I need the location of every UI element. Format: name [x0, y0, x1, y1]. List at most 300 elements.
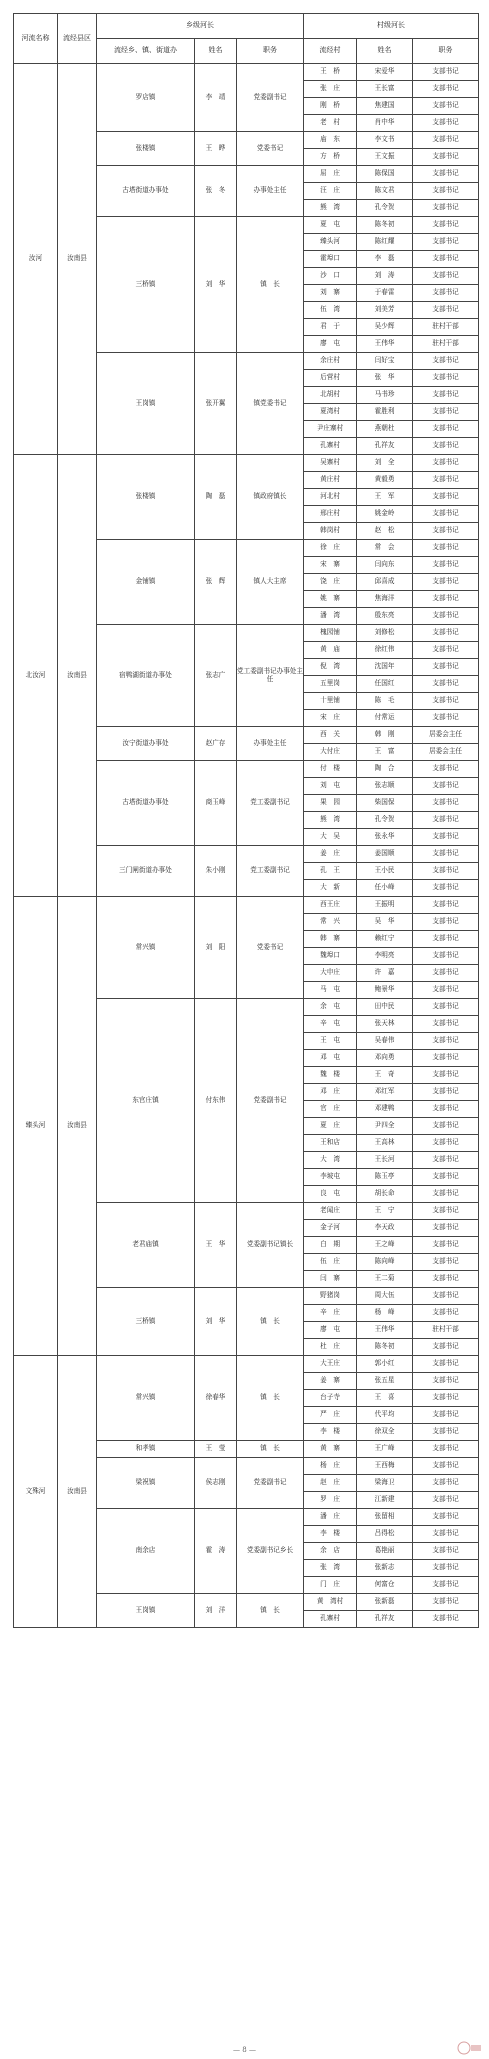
village-cell: 孔寨村 — [304, 438, 357, 455]
village-cell: 良 屯 — [304, 1186, 357, 1203]
village-leader-cell: 张永华 — [357, 829, 413, 846]
village-cell: 五里岗 — [304, 676, 357, 693]
village-position-cell: 支部书记 — [413, 1509, 479, 1526]
town-cell: 三桥镇 — [97, 217, 195, 353]
village-cell: 李 楼 — [304, 1424, 357, 1441]
village-cell: 尹庄寨村 — [304, 421, 357, 438]
village-position-cell: 支部书记 — [413, 1271, 479, 1288]
village-leader-cell: 吴春伟 — [357, 1033, 413, 1050]
village-position-cell: 支部书记 — [413, 1475, 479, 1492]
village-cell: 潘 湾 — [304, 608, 357, 625]
village-position-cell: 支部书记 — [413, 659, 479, 676]
village-position-cell: 支部书记 — [413, 1339, 479, 1356]
village-position-cell: 支部书记 — [413, 234, 479, 251]
village-leader-cell: 殷东亮 — [357, 608, 413, 625]
town-leader-cell: 朱小刚 — [195, 846, 237, 897]
header-river: 河流名称 — [14, 14, 58, 64]
village-position-cell: 支部书记 — [413, 1067, 479, 1084]
village-cell: 廖 屯 — [304, 1322, 357, 1339]
village-cell: 余 店 — [304, 1543, 357, 1560]
town-cell: 金铺镇 — [97, 540, 195, 625]
village-position-cell: 支部书记 — [413, 897, 479, 914]
village-position-cell: 支部书记 — [413, 1101, 479, 1118]
village-cell: 伍 湾 — [304, 302, 357, 319]
village-cell: 马 屯 — [304, 982, 357, 999]
header-village: 流经村 — [304, 39, 357, 64]
village-leader-cell: 张志顺 — [357, 778, 413, 795]
village-position-cell: 驻村干部 — [413, 1322, 479, 1339]
town-position-cell: 党工委副书记办事处主任 — [237, 625, 304, 727]
town-position-cell: 党工委副书记 — [237, 761, 304, 846]
village-cell: 槐园铺 — [304, 625, 357, 642]
village-cell: 后营村 — [304, 370, 357, 387]
town-leader-cell: 王 莹 — [195, 1441, 237, 1458]
village-leader-cell: 沈国年 — [357, 659, 413, 676]
village-position-cell: 支部书记 — [413, 931, 479, 948]
village-leader-cell: 张留相 — [357, 1509, 413, 1526]
village-cell: 辛 庄 — [304, 1305, 357, 1322]
village-position-cell: 支部书记 — [413, 608, 479, 625]
village-cell: 刚 桥 — [304, 98, 357, 115]
county-cell: 汝南县 — [58, 64, 97, 455]
village-leader-cell: 柴国保 — [357, 795, 413, 812]
village-cell: 白 期 — [304, 1237, 357, 1254]
village-position-cell: 支部书记 — [413, 455, 479, 472]
town-leader-cell: 刘 华 — [195, 1288, 237, 1356]
village-position-cell: 支部书记 — [413, 1543, 479, 1560]
village-leader-cell: 葛艳丽 — [357, 1543, 413, 1560]
village-leader-cell: 于春雷 — [357, 285, 413, 302]
header-leader-position: 职务 — [237, 39, 304, 64]
village-cell: 邢庄村 — [304, 506, 357, 523]
town-position-cell: 镇 长 — [237, 1288, 304, 1356]
village-cell: 沙 口 — [304, 268, 357, 285]
village-leader-cell: 付常运 — [357, 710, 413, 727]
village-leader-cell: 韩 刚 — [357, 727, 413, 744]
village-cell: 张 湾 — [304, 1560, 357, 1577]
village-position-cell: 支部书记 — [413, 1084, 479, 1101]
town-position-cell: 镇政府镇长 — [237, 455, 304, 540]
village-leader-cell: 陈玉亭 — [357, 1169, 413, 1186]
town-leader-cell: 刘 华 — [195, 217, 237, 353]
village-cell: 北胡村 — [304, 387, 357, 404]
town-cell: 三桥镇 — [97, 1288, 195, 1356]
village-position-cell: 支部书记 — [413, 999, 479, 1016]
village-cell: 韩 寨 — [304, 931, 357, 948]
table-body — [14, 64, 479, 1628]
table-row — [14, 897, 479, 914]
town-leader-cell: 张 冬 — [195, 166, 237, 217]
town-leader-cell: 张开翼 — [195, 353, 237, 455]
village-cell: 大王庄 — [304, 1356, 357, 1373]
county-cell: 汝南县 — [58, 455, 97, 897]
village-leader-cell: 刘修松 — [357, 625, 413, 642]
river-name-cell: 文殊河 — [14, 1356, 58, 1628]
village-leader-cell: 邱喜成 — [357, 574, 413, 591]
village-leader-cell: 刘 涛 — [357, 268, 413, 285]
watermark-logo — [457, 2041, 483, 2055]
village-position-cell: 支部书记 — [413, 557, 479, 574]
village-position-cell: 支部书记 — [413, 965, 479, 982]
village-leader-cell: 陈 毛 — [357, 693, 413, 710]
village-position-cell: 支部书记 — [413, 829, 479, 846]
town-leader-cell: 商玉峰 — [195, 761, 237, 846]
village-cell: 黄 寨 — [304, 1441, 357, 1458]
header-village-position: 职务 — [413, 39, 479, 64]
village-cell: 吴寨村 — [304, 455, 357, 472]
village-leader-cell: 陈文君 — [357, 183, 413, 200]
town-position-cell: 镇党委书记 — [237, 353, 304, 455]
village-cell: 汪 庄 — [304, 183, 357, 200]
village-cell: 伍 庄 — [304, 1254, 357, 1271]
village-cell: 大申庄 — [304, 965, 357, 982]
village-position-cell: 支部书记 — [413, 1254, 479, 1271]
village-leader-cell: 尹四全 — [357, 1118, 413, 1135]
village-cell: 十里铺 — [304, 693, 357, 710]
village-leader-cell: 田中民 — [357, 999, 413, 1016]
village-position-cell: 居委会主任 — [413, 727, 479, 744]
village-leader-cell: 王之峰 — [357, 1237, 413, 1254]
village-position-cell: 支部书记 — [413, 1016, 479, 1033]
village-leader-cell: 鲍景华 — [357, 982, 413, 999]
village-leader-cell: 吕得松 — [357, 1526, 413, 1543]
village-cell: 庙 东 — [304, 132, 357, 149]
town-position-cell: 党工委副书记 — [237, 846, 304, 897]
village-position-cell: 支部书记 — [413, 1186, 479, 1203]
village-position-cell: 支部书记 — [413, 812, 479, 829]
village-position-cell: 支部书记 — [413, 880, 479, 897]
village-cell: 杨 庄 — [304, 1458, 357, 1475]
village-cell: 西 关 — [304, 727, 357, 744]
village-position-cell: 支部书记 — [413, 1050, 479, 1067]
town-cell: 张楼镇 — [97, 132, 195, 166]
village-position-cell: 支部书记 — [413, 200, 479, 217]
village-cell: 赵 庄 — [304, 1475, 357, 1492]
page-number: — 8 — — [233, 2046, 256, 2054]
village-leader-cell: 王伟华 — [357, 336, 413, 353]
village-cell: 臻头河 — [304, 234, 357, 251]
town-cell: 汝宁街道办事处 — [97, 727, 195, 761]
village-leader-cell: 焦海洋 — [357, 591, 413, 608]
village-leader-cell: 陈冬初 — [357, 217, 413, 234]
village-position-cell: 支部书记 — [413, 1203, 479, 1220]
village-position-cell: 支部书记 — [413, 1594, 479, 1611]
village-cell: 金子河 — [304, 1220, 357, 1237]
village-leader-cell: 郭小红 — [357, 1356, 413, 1373]
village-position-cell: 居委会主任 — [413, 744, 479, 761]
village-position-cell: 支部书记 — [413, 370, 479, 387]
town-leader-cell: 张 辉 — [195, 540, 237, 625]
village-cell: 霍埠口 — [304, 251, 357, 268]
village-cell: 方 桥 — [304, 149, 357, 166]
village-leader-cell: 姚金岭 — [357, 506, 413, 523]
village-position-cell: 支部书记 — [413, 761, 479, 778]
village-leader-cell: 王 喜 — [357, 1390, 413, 1407]
village-leader-cell: 王西梅 — [357, 1458, 413, 1475]
county-cell: 汝南县 — [58, 1356, 97, 1628]
village-position-cell: 支部书记 — [413, 778, 479, 795]
village-position-cell: 支部书记 — [413, 863, 479, 880]
village-cell: 刘 寨 — [304, 285, 357, 302]
town-cell: 三门闸街道办事处 — [97, 846, 195, 897]
village-position-cell: 支部书记 — [413, 1169, 479, 1186]
village-cell: 杜 庄 — [304, 1339, 357, 1356]
village-leader-cell: 赖红宁 — [357, 931, 413, 948]
header-leader-name: 姓名 — [195, 39, 237, 64]
village-position-cell: 支部书记 — [413, 710, 479, 727]
village-position-cell: 支部书记 — [413, 523, 479, 540]
village-leader-cell: 张五星 — [357, 1373, 413, 1390]
village-position-cell: 支部书记 — [413, 676, 479, 693]
village-position-cell: 支部书记 — [413, 183, 479, 200]
village-cell: 辛 屯 — [304, 1016, 357, 1033]
village-cell: 屈 庄 — [304, 166, 357, 183]
village-position-cell: 驻村干部 — [413, 336, 479, 353]
village-cell: 大 新 — [304, 880, 357, 897]
village-position-cell: 支部书记 — [413, 1237, 479, 1254]
town-position-cell: 镇 长 — [237, 1356, 304, 1441]
village-cell: 潘 庄 — [304, 1509, 357, 1526]
river-name-cell: 臻头河 — [14, 897, 58, 1356]
village-leader-cell: 王伟华 — [357, 1322, 413, 1339]
town-leader-cell: 刘 阳 — [195, 897, 237, 999]
village-cell: 闫 寨 — [304, 1271, 357, 1288]
village-leader-cell: 王广峰 — [357, 1441, 413, 1458]
village-cell: 君 于 — [304, 319, 357, 336]
village-leader-cell: 陈保国 — [357, 166, 413, 183]
village-leader-cell: 马书珍 — [357, 387, 413, 404]
village-position-cell: 支部书记 — [413, 81, 479, 98]
village-cell: 韩岗村 — [304, 523, 357, 540]
town-position-cell: 党委书记 — [237, 132, 304, 166]
village-leader-cell: 焦建国 — [357, 98, 413, 115]
village-cell: 熊 湾 — [304, 200, 357, 217]
town-cell: 常兴镇 — [97, 897, 195, 999]
village-leader-cell: 闫向东 — [357, 557, 413, 574]
village-leader-cell: 张新磊 — [357, 1594, 413, 1611]
village-leader-cell: 张天林 — [357, 1016, 413, 1033]
village-leader-cell: 孔令贺 — [357, 200, 413, 217]
village-leader-cell: 陈向峰 — [357, 1254, 413, 1271]
village-position-cell: 支部书记 — [413, 574, 479, 591]
village-cell: 黄 庙 — [304, 642, 357, 659]
town-position-cell: 党委副书记 — [237, 64, 304, 132]
table-row — [14, 1356, 479, 1373]
village-leader-cell: 邓向勇 — [357, 1050, 413, 1067]
village-position-cell: 支部书记 — [413, 1407, 479, 1424]
village-position-cell: 支部书记 — [413, 353, 479, 370]
village-cell: 罗 庄 — [304, 1492, 357, 1509]
village-position-cell: 支部书记 — [413, 64, 479, 81]
village-cell: 徐 庄 — [304, 540, 357, 557]
town-position-cell: 办事处主任 — [237, 727, 304, 761]
village-leader-cell: 杨 峰 — [357, 1305, 413, 1322]
village-leader-cell: 何富仓 — [357, 1577, 413, 1594]
town-position-cell: 党委书记 — [237, 897, 304, 999]
village-cell: 邓 屯 — [304, 1050, 357, 1067]
village-cell: 王 屯 — [304, 1033, 357, 1050]
village-leader-cell: 王振明 — [357, 897, 413, 914]
village-cell: 夏 庄 — [304, 1118, 357, 1135]
village-leader-cell: 王二菊 — [357, 1271, 413, 1288]
village-position-cell: 支部书记 — [413, 489, 479, 506]
village-leader-cell: 代平均 — [357, 1407, 413, 1424]
village-cell: 饶 庄 — [304, 574, 357, 591]
village-cell: 官 庄 — [304, 1101, 357, 1118]
village-leader-cell: 刘美芳 — [357, 302, 413, 319]
village-position-cell: 支部书记 — [413, 1305, 479, 1322]
village-cell: 付 楼 — [304, 761, 357, 778]
village-cell: 魏埠口 — [304, 948, 357, 965]
village-position-cell: 支部书记 — [413, 1424, 479, 1441]
village-leader-cell: 王小民 — [357, 863, 413, 880]
village-position-cell: 支部书记 — [413, 1033, 479, 1050]
village-position-cell: 支部书记 — [413, 625, 479, 642]
village-cell: 孔寨村 — [304, 1611, 357, 1628]
village-leader-cell: 邓红军 — [357, 1084, 413, 1101]
town-leader-cell: 张志广 — [195, 625, 237, 727]
town-cell: 罗店镇 — [97, 64, 195, 132]
village-leader-cell: 陈红耀 — [357, 234, 413, 251]
village-cell: 邓 庄 — [304, 1084, 357, 1101]
village-cell: 夏湾村 — [304, 404, 357, 421]
village-leader-cell: 吴少辉 — [357, 319, 413, 336]
village-cell: 李 楼 — [304, 1526, 357, 1543]
village-cell: 果 园 — [304, 795, 357, 812]
village-cell: 西王庄 — [304, 897, 357, 914]
village-position-cell: 支部书记 — [413, 1526, 479, 1543]
village-position-cell: 支部书记 — [413, 1288, 479, 1305]
village-cell: 王 桥 — [304, 64, 357, 81]
village-leader-cell: 王高林 — [357, 1135, 413, 1152]
village-cell: 姜 庄 — [304, 846, 357, 863]
village-leader-cell: 孔令贺 — [357, 812, 413, 829]
village-position-cell: 支部书记 — [413, 914, 479, 931]
village-cell: 野猪岗 — [304, 1288, 357, 1305]
village-position-cell: 支部书记 — [413, 302, 479, 319]
header-village-group: 村级河长 — [304, 14, 479, 39]
village-position-cell: 支部书记 — [413, 1560, 479, 1577]
village-leader-cell: 江新建 — [357, 1492, 413, 1509]
town-cell: 宿鸭湖街道办事处 — [97, 625, 195, 727]
village-leader-cell: 孔祥友 — [357, 438, 413, 455]
village-leader-cell: 刘 全 — [357, 455, 413, 472]
town-leader-cell: 刘 洋 — [195, 1594, 237, 1628]
town-cell: 古塔街道办事处 — [97, 761, 195, 846]
village-position-cell: 支部书记 — [413, 1441, 479, 1458]
village-position-cell: 支部书记 — [413, 251, 479, 268]
town-position-cell: 镇 长 — [237, 217, 304, 353]
village-position-cell: 支部书记 — [413, 404, 479, 421]
village-leader-cell: 任国红 — [357, 676, 413, 693]
header-town-name: 流经乡、镇、街道办 — [97, 39, 195, 64]
town-leader-cell: 赵广存 — [195, 727, 237, 761]
village-leader-cell: 陶 合 — [357, 761, 413, 778]
village-position-cell: 支部书记 — [413, 98, 479, 115]
village-leader-cell: 王 奇 — [357, 1067, 413, 1084]
village-position-cell: 支部书记 — [413, 1135, 479, 1152]
village-cell: 姜 寨 — [304, 1373, 357, 1390]
river-chief-table — [13, 13, 479, 1628]
village-leader-cell: 常 会 — [357, 540, 413, 557]
river-name-cell: 北汝河 — [14, 455, 58, 897]
village-leader-cell: 姜国顺 — [357, 846, 413, 863]
village-leader-cell: 陈冬初 — [357, 1339, 413, 1356]
village-leader-cell: 王文振 — [357, 149, 413, 166]
village-cell: 大付庄 — [304, 744, 357, 761]
table-row — [14, 64, 479, 81]
village-leader-cell: 周大伍 — [357, 1288, 413, 1305]
village-position-cell: 支部书记 — [413, 1611, 479, 1628]
town-position-cell: 镇 长 — [237, 1441, 304, 1458]
village-cell: 刘 屯 — [304, 778, 357, 795]
town-leader-cell: 李 靖 — [195, 64, 237, 132]
village-cell: 熊 湾 — [304, 812, 357, 829]
village-cell: 门 庄 — [304, 1577, 357, 1594]
village-cell: 黄庄村 — [304, 472, 357, 489]
village-leader-cell: 王长富 — [357, 81, 413, 98]
village-leader-cell: 王 军 — [357, 489, 413, 506]
town-cell: 王岗镇 — [97, 353, 195, 455]
header-row-1 — [14, 14, 479, 39]
village-leader-cell: 李 磊 — [357, 251, 413, 268]
village-cell: 倪 湾 — [304, 659, 357, 676]
town-leader-cell: 徐春华 — [195, 1356, 237, 1441]
town-position-cell: 党委副书记 — [237, 999, 304, 1203]
village-cell: 余庄村 — [304, 353, 357, 370]
town-leader-cell: 霍 涛 — [195, 1509, 237, 1594]
village-cell: 孔 王 — [304, 863, 357, 880]
river-chief-table-container — [13, 13, 478, 1628]
village-leader-cell: 邓建鸭 — [357, 1101, 413, 1118]
village-leader-cell: 肖中华 — [357, 115, 413, 132]
village-position-cell: 支部书记 — [413, 642, 479, 659]
village-leader-cell: 任小峰 — [357, 880, 413, 897]
village-cell: 李坡屯 — [304, 1169, 357, 1186]
village-leader-cell: 徐红伟 — [357, 642, 413, 659]
village-leader-cell: 闫好宝 — [357, 353, 413, 370]
village-position-cell: 支部书记 — [413, 693, 479, 710]
village-cell: 台子寺 — [304, 1390, 357, 1407]
village-position-cell: 支部书记 — [413, 132, 479, 149]
town-cell: 古塔街道办事处 — [97, 166, 195, 217]
village-position-cell: 驻村干部 — [413, 319, 479, 336]
town-cell: 梁祝镇 — [97, 1458, 195, 1509]
header-town-group: 乡级河长 — [97, 14, 304, 39]
village-position-cell: 支部书记 — [413, 591, 479, 608]
town-leader-cell: 王 晔 — [195, 132, 237, 166]
village-position-cell: 支部书记 — [413, 982, 479, 999]
village-cell: 宋 庄 — [304, 710, 357, 727]
town-position-cell: 党委副书记乡长 — [237, 1509, 304, 1594]
village-position-cell: 支部书记 — [413, 1373, 479, 1390]
town-position-cell: 镇 长 — [237, 1594, 304, 1628]
town-cell: 和孝镇 — [97, 1441, 195, 1458]
village-cell: 魏 楼 — [304, 1067, 357, 1084]
village-position-cell: 支部书记 — [413, 1577, 479, 1594]
village-position-cell: 支部书记 — [413, 285, 479, 302]
village-position-cell: 支部书记 — [413, 387, 479, 404]
village-position-cell: 支部书记 — [413, 1356, 479, 1373]
village-position-cell: 支部书记 — [413, 1220, 479, 1237]
village-leader-cell: 孔祥友 — [357, 1611, 413, 1628]
village-position-cell: 支部书记 — [413, 540, 479, 557]
village-leader-cell: 王 宁 — [357, 1203, 413, 1220]
village-position-cell: 支部书记 — [413, 217, 479, 234]
village-leader-cell: 许 嘉 — [357, 965, 413, 982]
village-leader-cell: 吴 华 — [357, 914, 413, 931]
town-cell: 王岗镇 — [97, 1594, 195, 1628]
